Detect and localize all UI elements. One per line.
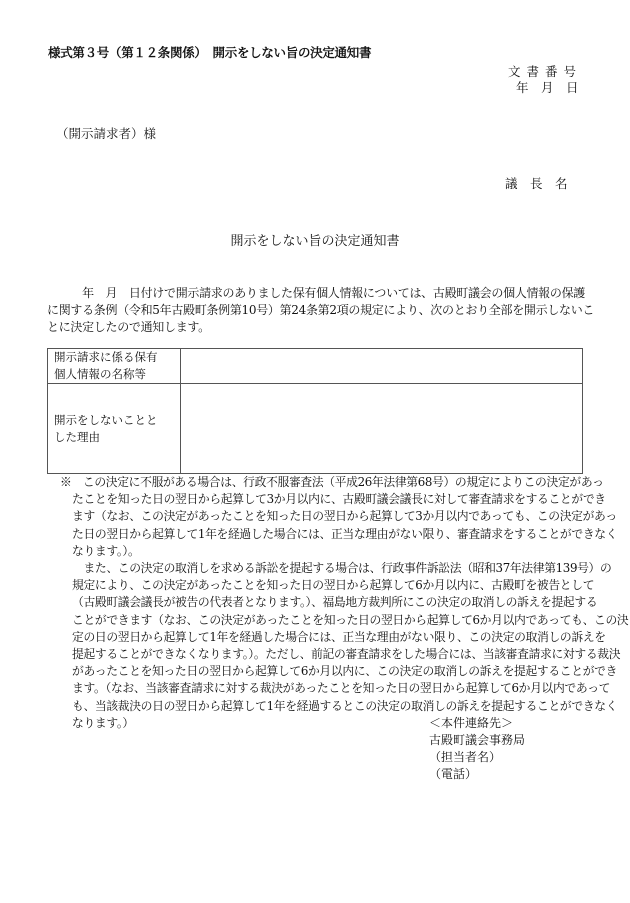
- row-label-info-name: [48, 349, 181, 384]
- document-title: 開示をしない旨の決定通知書: [230, 234, 400, 249]
- note-line: があったことを知った日の翌日から起算して6か月以内に、この決定の取消しの訴えを提起することができ: [72, 664, 618, 679]
- addressee: （開示請求者）様: [56, 126, 157, 141]
- row-value-info-name[interactable]: [181, 349, 583, 384]
- contact-heading: ＜本件連絡先＞: [429, 716, 514, 730]
- body-line: に関する条例（令和5年古殿町条例第10号）第24条第2項の規定により、次のとおり全部を開示しないこ: [47, 303, 595, 317]
- note-line: なります。）。: [72, 543, 140, 558]
- table-row: [48, 384, 583, 474]
- note-line: ことができます（なお、この決定があったことを知った日の翌日から起算して6か月以内であっても、この決: [72, 612, 629, 627]
- note-line: ※ この決定に不服がある場合は、行政不服審査法（平成26年法律第68号）の規定によりこの決定があっ: [60, 475, 604, 489]
- contact-office: 古殿町議会事務局: [429, 733, 526, 747]
- note-line: 定の日の翌日から起算して1年を経過した場合には、正当な理由がない限り、この決定の取消しの訴えを: [72, 629, 606, 644]
- label-line: 開示をしないことと: [54, 412, 158, 427]
- date-field: 年 月 日: [516, 80, 579, 95]
- note-line: また、この決定の取消しを求める訴訟を提起する場合は、行政事件訴訟法（昭和37年法律第139号）の: [72, 561, 612, 576]
- note-line: た日の翌日から起算して1年を経過した場合には、正当な理由がない限り、審査請求をすることができなく: [72, 526, 618, 541]
- contact-person: （担当者名）: [429, 750, 502, 764]
- note-line: ます。（なお、当該審査請求に対する裁決があったことを知った日の翌日から起算して6か月以内であって: [72, 681, 611, 696]
- note-line: ます（なお、この決定があったことを知った日の翌日から起算して3か月以内であっても、この決定があっ: [72, 509, 617, 524]
- label-line: した理由: [54, 429, 100, 444]
- label-line: 個人情報の名称等: [54, 367, 146, 381]
- sender-name: 議 長 名: [505, 176, 568, 191]
- document-number: 文書番号: [508, 64, 583, 79]
- contact-block: [429, 715, 525, 783]
- note-line: （古殿町議会議長が被告の代表者となります。）、福島地方裁判所にこの決定の取消しの訴えを提起する: [72, 595, 598, 610]
- note-line: なります。）: [72, 715, 134, 730]
- info-table: [47, 348, 583, 474]
- note-line: 規定により、この決定があったことを知った日の翌日から起算して6か月以内に、古殿町を被告として: [72, 578, 595, 593]
- row-value-reason[interactable]: [181, 384, 583, 474]
- form-title: 様式第３号（第１２条関係） 開示をしない旨の決定通知書: [48, 45, 372, 60]
- row-label-reason: [48, 384, 181, 474]
- table-row: [48, 349, 583, 384]
- note-line: 提起することができなくなります。）。ただし、前記の審査請求をした場合には、当該審査請求に対する裁決: [72, 647, 621, 662]
- contact-phone: （電話）: [429, 767, 478, 781]
- body-line: 年 月 日付けで開示請求のありました保有個人情報については、古殿町議会の個人情報の保護: [47, 286, 585, 300]
- body-line: とに決定したので通知します。: [47, 320, 210, 334]
- note-line: も、当該裁決の日の翌日から起算して1年を経過するとこの決定の取消しの訴えを提起することができなく: [72, 698, 618, 713]
- label-line: 開示請求に係る保有: [54, 350, 158, 364]
- notes-section: [60, 474, 629, 732]
- note-line: たことを知った日の翌日から起算して3か月以内に、古殿町議会議長に対して審査請求をすることができ: [72, 492, 606, 507]
- body-paragraph: [47, 285, 595, 336]
